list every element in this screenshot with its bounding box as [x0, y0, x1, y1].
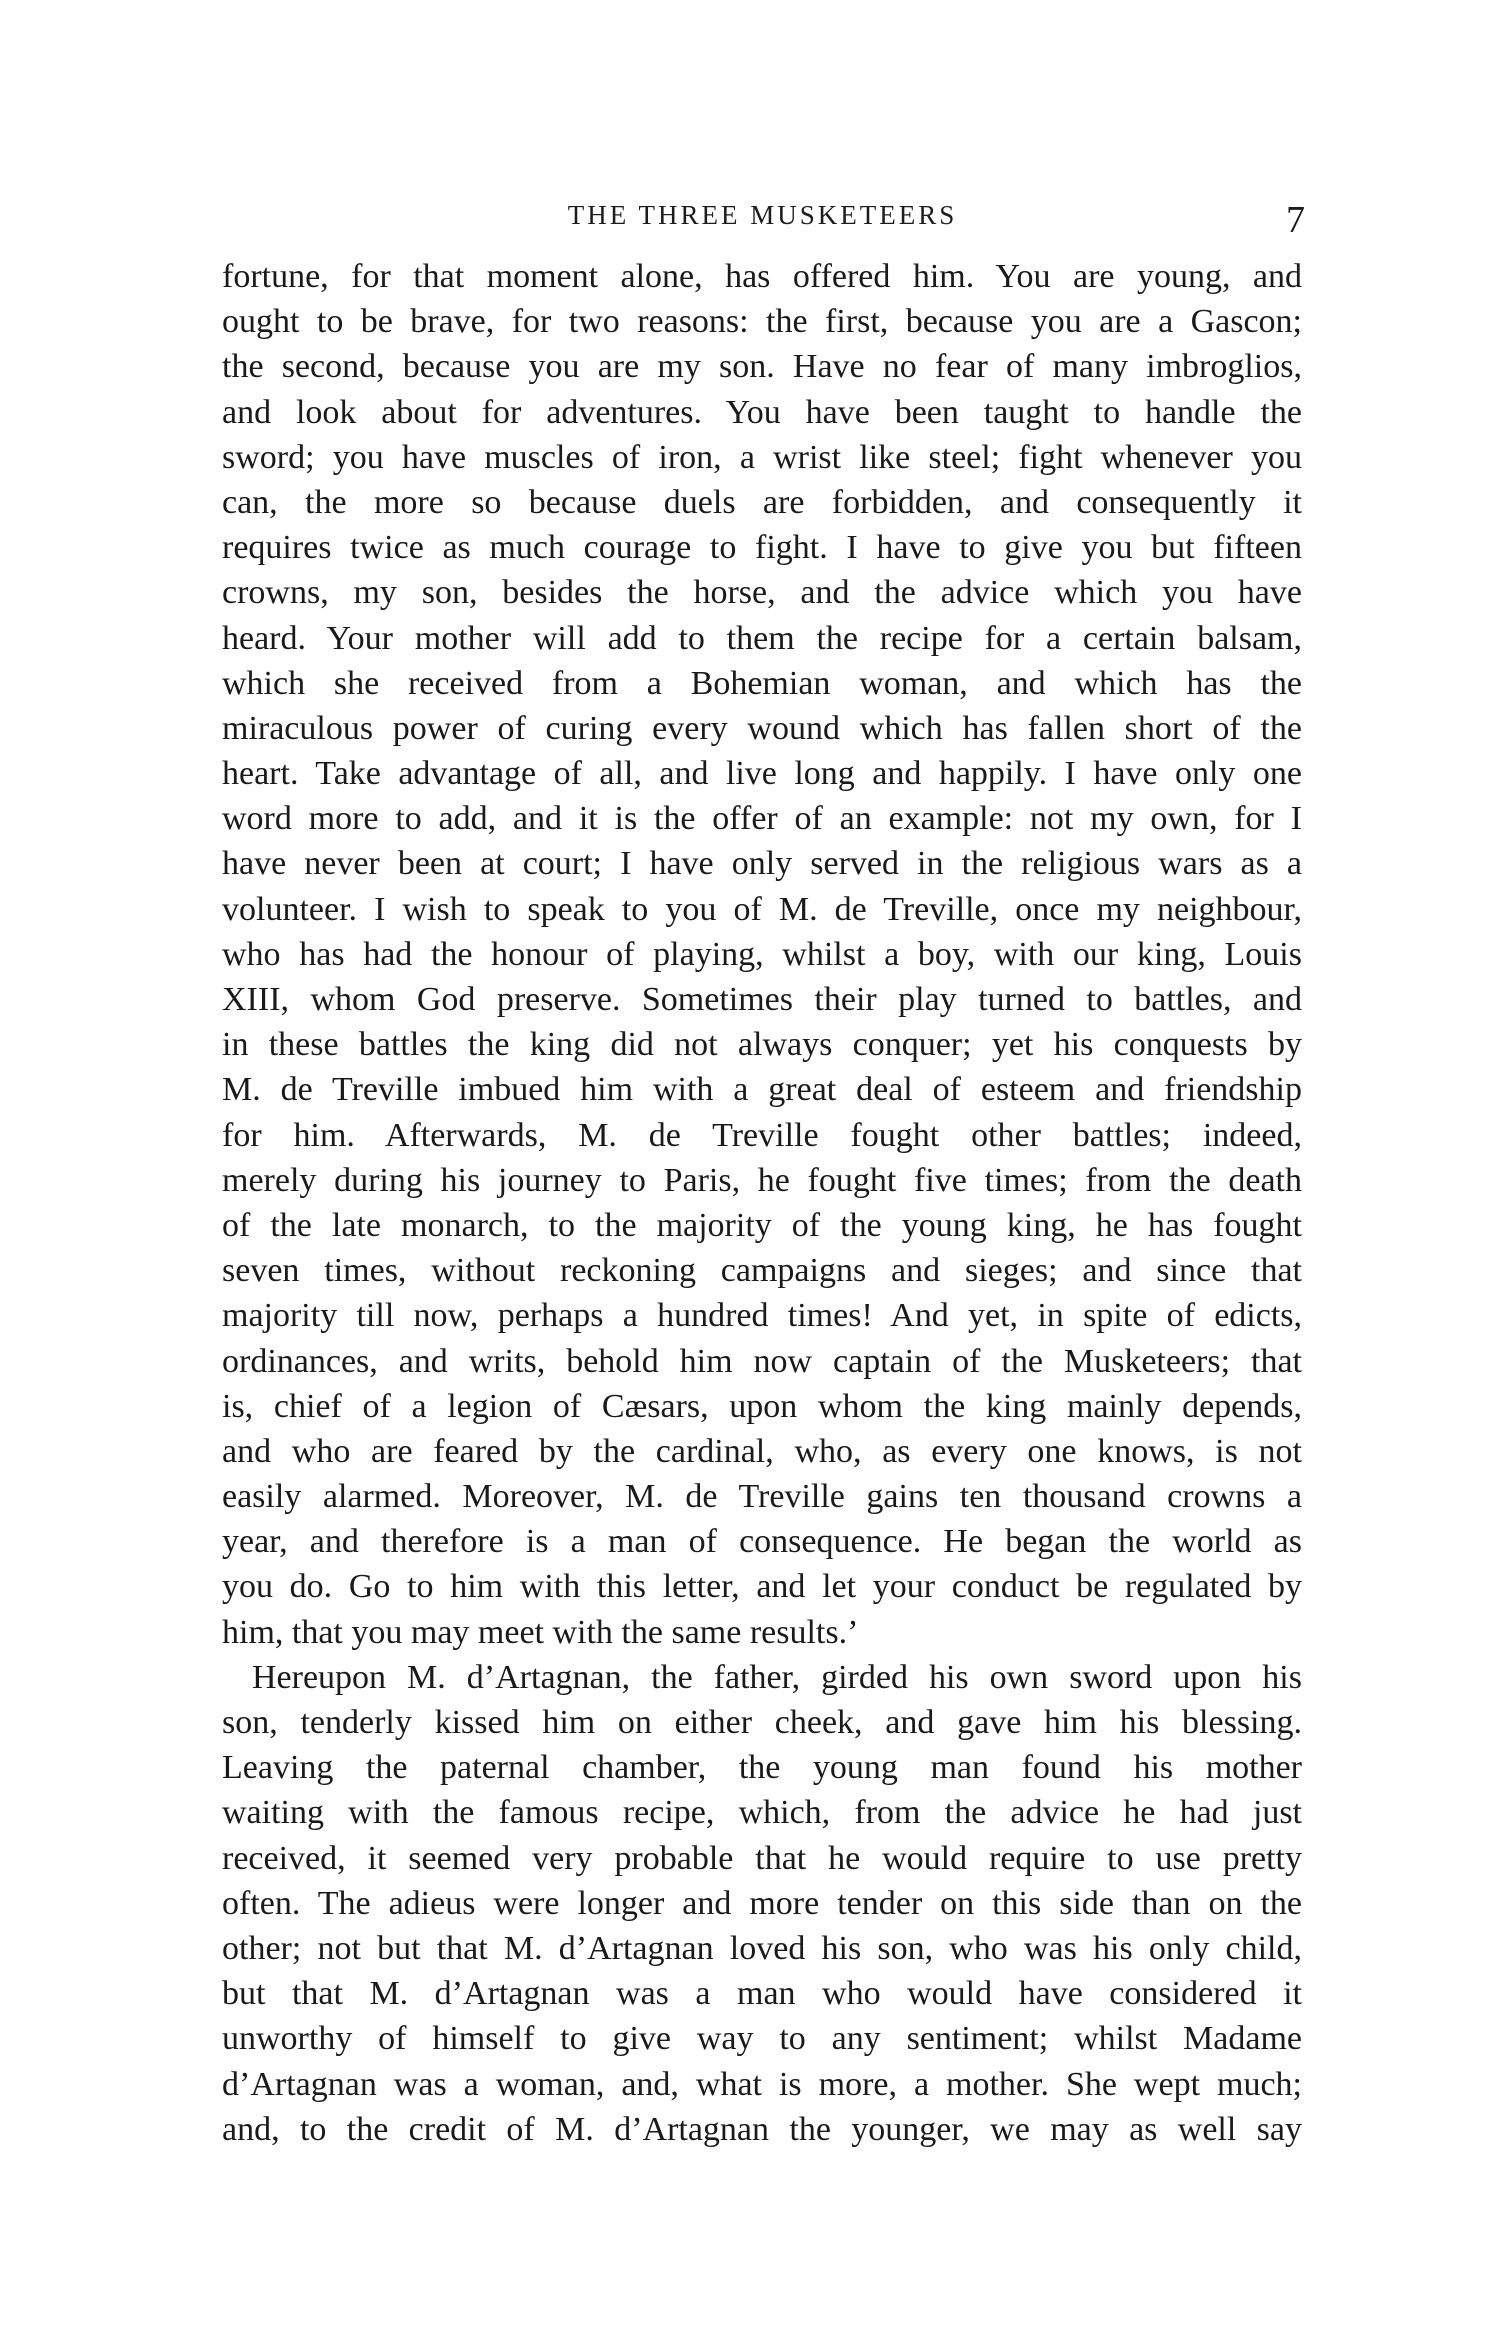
- text-line: him, that you may meet with the same results.’: [222, 1613, 859, 1651]
- text-line: and look about for adventures. You have been taught to handle the: [222, 393, 1302, 431]
- text-line: who has had the honour of playing, whilst a boy, with our king, Louis: [222, 935, 1302, 973]
- text-line: of the late monarch, to the majority of the young king, he has fought: [222, 1206, 1302, 1244]
- text-line: word more to add, and it is the offer of an example: not my own, for I: [222, 800, 1302, 838]
- text-line: seven times, without reckoning campaigns and sieges; and since that: [222, 1252, 1302, 1290]
- text-line: M. de Treville imbued him with a great deal of esteem and friendship: [222, 1071, 1302, 1109]
- text-line: merely during his journey to Paris, he fought five times; from the death: [222, 1161, 1302, 1199]
- text-line: heard. Your mother will add to them the recipe for a certain balsam,: [222, 619, 1302, 657]
- text-line: for him. Afterwards, M. de Treville fought other battles; indeed,: [222, 1116, 1302, 1154]
- text-line: waiting with the famous recipe, which, from the advice he had just: [222, 1794, 1302, 1832]
- text-line: easily alarmed. Moreover, M. de Treville gains ten thousand crowns a: [222, 1478, 1302, 1516]
- text-line: have never been at court; I have only served in the religious wars as a: [222, 845, 1302, 883]
- text-line: volunteer. I wish to speak to you of M. de Treville, once my neighbour,: [222, 890, 1302, 928]
- page-number: 7: [1286, 199, 1305, 241]
- text-line: miraculous power of curing every wound which has fallen short of the: [222, 709, 1302, 747]
- text-line: unworthy of himself to give way to any sentiment; whilst Madame: [222, 2020, 1302, 2058]
- text-line: Leaving the paternal chamber, the young man found his mother: [222, 1749, 1302, 1787]
- text-line: often. The adieus were longer and more tender on this side than on the: [222, 1884, 1302, 1922]
- text-line: other; not but that M. d’Artagnan loved his son, who was his only child,: [222, 1929, 1302, 1967]
- text-line: heart. Take advantage of all, and live long and happily. I have only one: [222, 755, 1302, 793]
- text-line: majority till now, perhaps a hundred times! And yet, in spite of edicts,: [222, 1297, 1302, 1335]
- text-line: received, it seemed very probable that he would require to use pretty: [222, 1839, 1302, 1877]
- text-line: ought to be brave, for two reasons: the first, because you are a Gascon;: [222, 303, 1302, 341]
- text-line: Hereupon M. d’Artagnan, the father, girded his own sword upon his: [252, 1658, 1302, 1696]
- text-line: and who are feared by the cardinal, who, as every one knows, is not: [222, 1432, 1302, 1470]
- text-line: ordinances, and writs, behold him now captain of the Musketeers; that: [222, 1342, 1302, 1380]
- text-line: the second, because you are my son. Have no fear of many imbroglios,: [222, 348, 1302, 386]
- text-line: d’Artagnan was a woman, and, what is more, a mother. She wept much;: [222, 2065, 1302, 2103]
- text-line: crowns, my son, besides the horse, and the advice which you have: [222, 574, 1302, 612]
- text-line: son, tenderly kissed him on either cheek, and gave him his blessing.: [222, 1704, 1302, 1741]
- text-line: sword; you have muscles of iron, a wrist like steel; fight whenever you: [222, 438, 1302, 476]
- text-line: fortune, for that moment alone, has offered him. You are young, and: [222, 258, 1302, 295]
- text-line: is, chief of a legion of Cæsars, upon whom the king mainly depends,: [222, 1387, 1302, 1425]
- text-line: can, the more so because duels are forbidden, and consequently it: [222, 483, 1302, 521]
- text-line: year, and therefore is a man of consequence. He began the world as: [222, 1523, 1302, 1561]
- text-line: requires twice as much courage to fight. I have to give you but fifteen: [222, 529, 1302, 567]
- text-line: in these battles the king did not always conquer; yet his conquests by: [222, 1026, 1302, 1064]
- text-line: but that M. d’Artagnan was a man who would have considered it: [222, 1975, 1302, 2013]
- body-text: [222, 254, 1302, 2152]
- text-line: XIII, whom God preserve. Sometimes their play turned to battles, and: [222, 981, 1302, 1018]
- running-title: THE THREE MUSKETEERS: [567, 200, 958, 230]
- text-line: which she received from a Bohemian woman, and which has the: [222, 664, 1302, 702]
- text-line: and, to the credit of M. d’Artagnan the younger, we may as well say: [222, 2110, 1302, 2148]
- running-head: [220, 200, 1305, 244]
- text-line: you do. Go to him with this letter, and let your conduct be regulated by: [222, 1568, 1302, 1606]
